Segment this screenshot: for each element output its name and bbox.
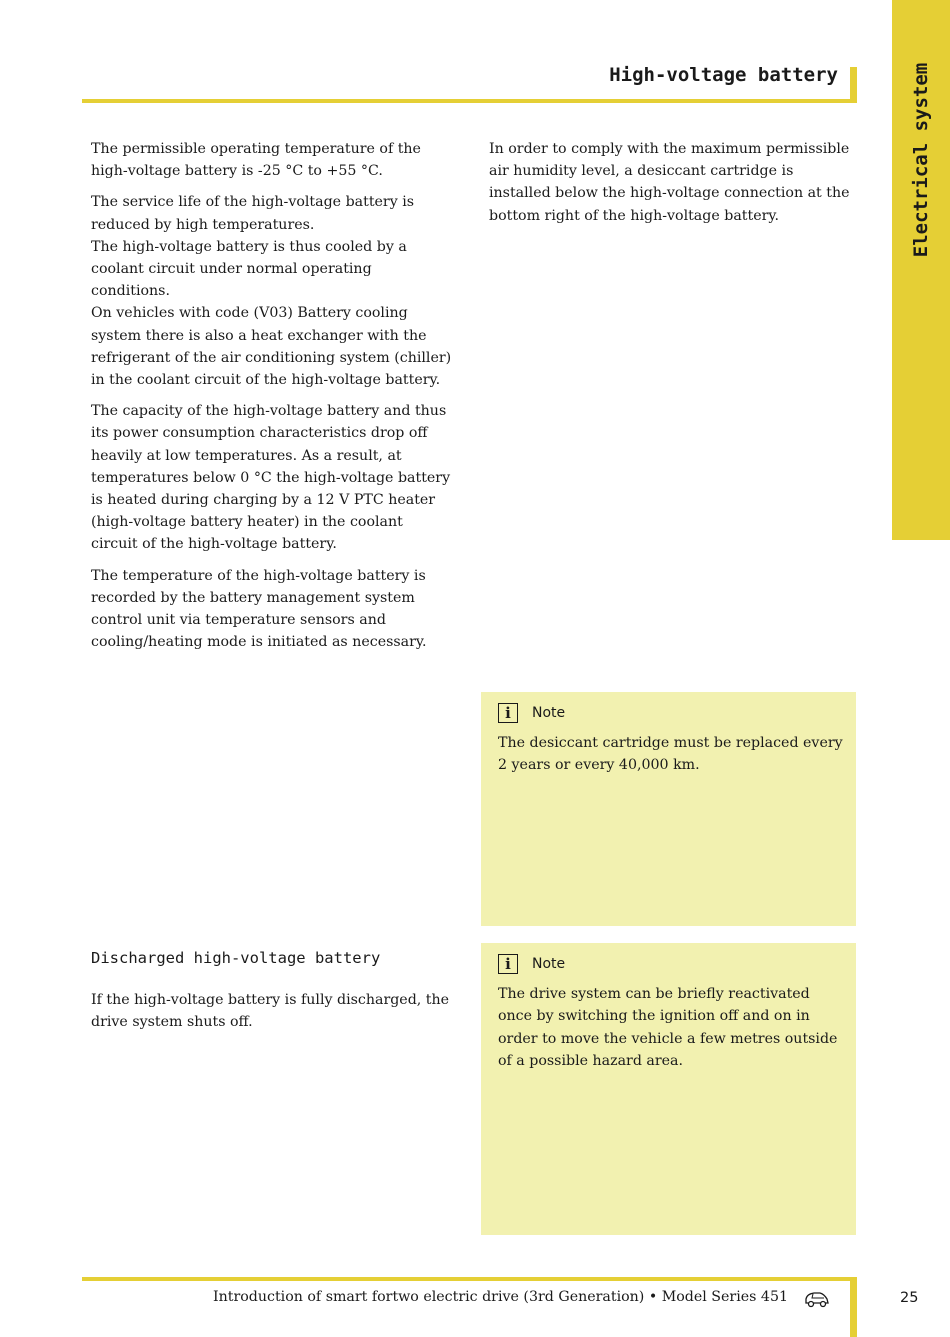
paragraph-chiller: On vehicles with code (V03) Battery cooling system there is also a heat exchanger with the refrigerant of the air conditioning system (chiller) in the coolant circuit of the high-voltage battery.: [91, 305, 452, 389]
left-column: [91, 138, 453, 662]
paragraph-desiccant-cartridge: In order to comply with the maximum permissible air humidity level, a desiccant cartridge is installed below the high-voltage connection at the bottom right of the high-voltage battery.: [489, 141, 850, 224]
note-box-desiccant: [481, 692, 856, 926]
paragraph-capacity: The capacity of the high-voltage battery and thus its power consumption characteristics drop off heavily at low temperatures. As a result, at temperatures below 0 °C the high-voltage battery is heated during charging by a 12 V PTC heater (high-voltage battery heater) in the coolant circuit of the high-voltage battery.: [91, 403, 451, 553]
note-text: The desiccant cartridge must be replaced every 2 years or every 40,000 km.: [498, 735, 843, 774]
paragraph-service-life: The service life of the high-voltage battery is reduced by high temperatures.: [91, 194, 415, 233]
page-title: High-voltage battery: [609, 64, 838, 86]
footer-tick: [850, 1277, 857, 1337]
paragraph-temperature-range: The permissible operating temperature of the high-voltage battery is -25 °C to +55 °C.: [91, 141, 421, 180]
paragraph-coolant-circuit: The high-voltage battery is thus cooled by a coolant circuit under normal operating conditions.: [91, 238, 407, 300]
side-tab-label: Electrical system: [910, 62, 932, 258]
info-icon: i: [498, 703, 518, 723]
right-column: [489, 138, 851, 236]
note-box-reactivation: [481, 943, 856, 1235]
header-rule: [82, 99, 857, 103]
car-icon: [804, 1290, 830, 1308]
note-text: The drive system can be briefly reactivated once by switching the ignition off and on in order to move the vehicle a few metres outside of a possible hazard area.: [498, 986, 838, 1069]
paragraph-discharged: If the high-voltage battery is fully discharged, the drive system shuts off.: [91, 992, 450, 1031]
section-body: [91, 989, 453, 1042]
section-heading: Discharged high-voltage battery: [91, 949, 381, 967]
paragraph-temperature-recording: The temperature of the high-voltage battery is recorded by the battery management system control unit via temperature sensors and cooling/heating mode is initiated as necessary.: [91, 567, 427, 651]
info-icon: i: [498, 954, 518, 974]
page-number: 25: [900, 1290, 919, 1306]
note-header: [498, 702, 846, 724]
note-header: [498, 953, 846, 975]
footer-rule: [82, 1277, 857, 1281]
header-tick: [850, 67, 857, 103]
paragraph-cooling: [91, 191, 453, 391]
note-title: Note: [532, 705, 566, 721]
footer-text: Introduction of smart fortwo electric drive (3rd Generation) • Model Series 451: [213, 1289, 788, 1305]
note-title: Note: [532, 956, 566, 972]
